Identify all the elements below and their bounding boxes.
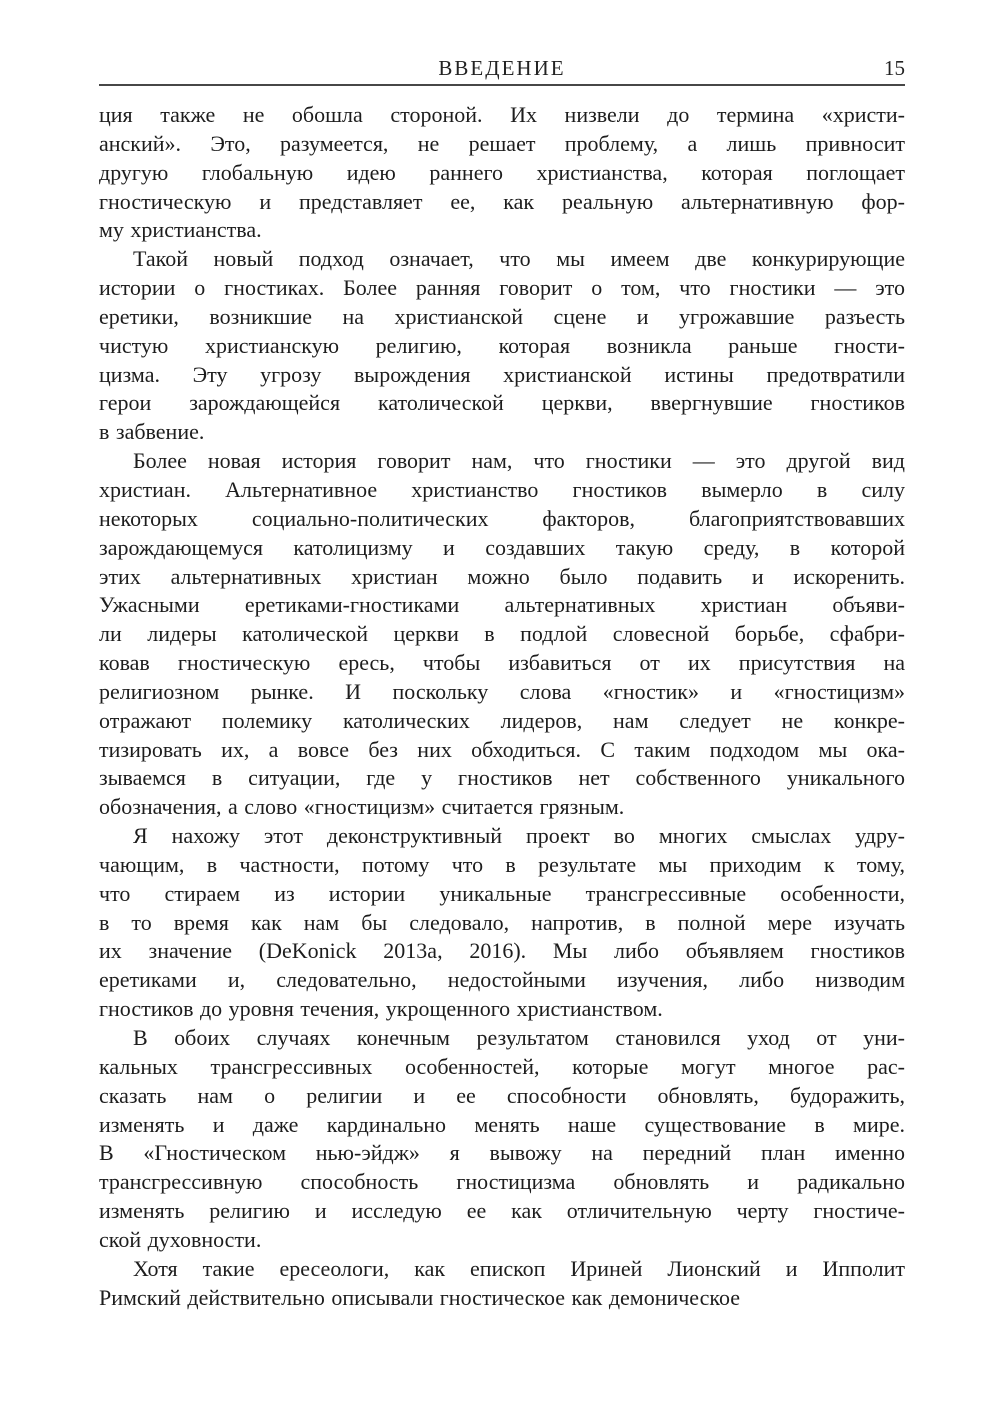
text-line: что стираем из истории уникальные трансгрессивные особенности, — [99, 880, 905, 906]
text-line: христиан. Альтернативное христианство гностиков вымерло в силу — [99, 476, 905, 502]
text-line: в то время как нам бы следовало, напротив, в полной мере изучать — [99, 909, 905, 935]
text-line: анский». Это, разумеется, не решает проблему, а лишь привносит — [99, 130, 905, 156]
text-line: некоторых социально-политических факторов, благоприятствовавших — [99, 505, 905, 531]
text-line: герои зарождающейся католической церкви, ввергнувшие гностиков — [99, 390, 905, 416]
text-line: религиозном рынке. И поскольку слова «гностик» и «гностицизм» — [99, 678, 905, 704]
text-line: изменять религию и исследую ее как отличительную черту гностиче- — [99, 1198, 905, 1224]
text-line: Римский действительно описывали гностическое как демоническое — [99, 1284, 740, 1310]
paragraph — [99, 245, 905, 447]
text-line: Хотя такие ересеологи, как епископ Ириней Лионский и Ипполит — [133, 1255, 905, 1281]
paragraph — [99, 1024, 905, 1255]
text-line: чающим, в частности, потому что в результате мы приходим к тому, — [99, 851, 905, 877]
text-line: зываемся в ситуации, где у гностиков нет собственного уникального — [99, 765, 905, 791]
text-line: ковав гностическую ересь, чтобы избавиться от их присутствия на — [99, 650, 905, 676]
text-line: В обоих случаях конечным результатом становился уход от уни- — [133, 1025, 905, 1050]
text-line: трансгрессивную способность гностицизма обновлять и радикально — [99, 1169, 905, 1195]
paragraph — [99, 822, 905, 1024]
text-line: изменять и даже кардинально менять наше существование в мире. — [99, 1111, 905, 1137]
text-line: му христианства. — [99, 217, 262, 243]
text-line: другую глобальную идею раннего христианства, которая поглощает — [99, 159, 905, 185]
page-content — [99, 0, 905, 1312]
paragraph — [99, 101, 905, 245]
text-line: ция также не обошла стороной. Их низвели до термина «христи- — [99, 102, 905, 127]
text-line: гностиков до уровня течения, укрощенного христианством. — [99, 996, 663, 1022]
text-line: тизировать их, а вовсе без них обходиться. С таким подходом мы ока- — [99, 736, 905, 762]
text-line: ли лидеры католической церкви в подлой словесной борьбе, сфабри- — [99, 621, 905, 647]
text-line: чистую христианскую религию, которая возникла раньше гности- — [99, 332, 905, 358]
paragraph — [99, 1255, 905, 1313]
text-line: гностическую и представляет ее, как реальную альтернативную фор- — [99, 188, 905, 214]
text-line: этих альтернативных христиан можно было подавить и искоренить. — [99, 563, 905, 589]
text-line: еретиками и, следовательно, недостойными изучения, либо низводим — [99, 967, 905, 993]
text-line: Такой новый подход означает, что мы имеем две конкурирующие — [133, 246, 905, 272]
text-line: в забвение. — [99, 419, 205, 445]
text-line: их значение (DeKonick 2013a, 2016). Мы либо объявляем гностиков — [99, 938, 905, 964]
header-rule — [99, 84, 905, 86]
text-line: истории о гностиках. Более ранняя говорит о том, что гностики — это — [99, 275, 905, 301]
text-line: Ужасными еретиками-гностиками альтернативных христиан объяви- — [99, 592, 905, 618]
text-line: Я нахожу этот деконструктивный проект во многих смыслах удру- — [133, 823, 905, 849]
text-line: отражают полемику католических лидеров, нам следует не конкре- — [99, 707, 905, 733]
text-line: кальных трансгрессивных особенностей, которые могут многое рас- — [99, 1053, 905, 1079]
paragraph — [99, 447, 905, 822]
text-line: Более новая история говорит нам, что гностики — это другой вид — [133, 448, 905, 474]
page-number: 15 — [884, 56, 905, 80]
text-line: сказать нам о религии и ее способности обновлять, будоражить, — [99, 1082, 905, 1108]
text-line: ской духовности. — [99, 1226, 262, 1252]
text-line: обозначения, а слово «гностицизм» считается грязным. — [99, 794, 625, 820]
text-line: еретики, возникшие на христианской сцене и угрожавшие разъесть — [99, 303, 905, 329]
running-head-title: ВВЕДЕНИЕ — [438, 56, 566, 80]
page-header — [99, 0, 905, 80]
body-text — [99, 101, 905, 1312]
text-line: В «Гностическом нью-эйдж» я вывожу на передний план именно — [99, 1140, 905, 1166]
text-line: цизма. Эту угрозу вырождения христианской истины предотвратили — [99, 361, 905, 387]
text-line: зарождающемуся католицизму и создавших такую среду, в которой — [99, 534, 905, 560]
